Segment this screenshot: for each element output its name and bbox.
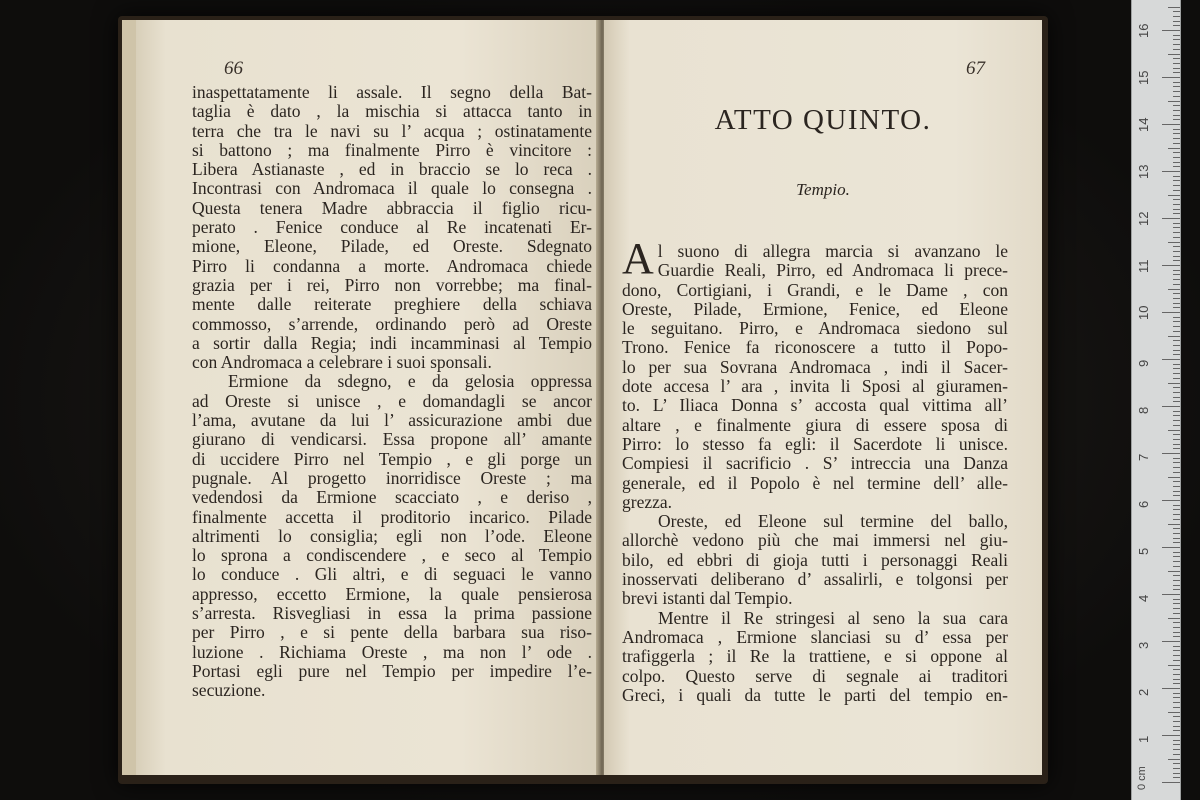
ruler-tick bbox=[1173, 744, 1180, 745]
ruler-tick bbox=[1173, 397, 1180, 398]
text-line: giurano di vendicarsi. Essa propone all’ amante bbox=[192, 429, 592, 450]
ruler-number: 14 bbox=[1136, 117, 1151, 132]
ruler-tick bbox=[1173, 679, 1180, 680]
ruler-tick bbox=[1173, 608, 1180, 609]
ruler-tick bbox=[1173, 392, 1180, 393]
ruler-tick bbox=[1173, 326, 1180, 327]
ruler-tick bbox=[1173, 284, 1180, 285]
text-line: perato . Fenice conduce al Re incatenati Er- bbox=[192, 217, 592, 238]
ruler-tick bbox=[1173, 63, 1180, 64]
ruler-tick bbox=[1168, 665, 1180, 666]
ruler-tick bbox=[1173, 749, 1180, 750]
ruler-tick bbox=[1173, 96, 1180, 97]
ruler-tick bbox=[1173, 82, 1180, 83]
ruler-tick bbox=[1173, 425, 1180, 426]
ruler-tick bbox=[1173, 387, 1180, 388]
ruler-tick bbox=[1162, 406, 1180, 407]
scene-label: Tempio. bbox=[796, 180, 850, 199]
ruler-tick bbox=[1173, 232, 1180, 233]
ruler-tick bbox=[1162, 359, 1180, 360]
text-line: Pirro: lo stesso fa egli: il Sacerdote li unisce. bbox=[622, 433, 1008, 454]
text-line: dono, Cortigiani, i Grandi, e le Dame , con bbox=[622, 279, 1008, 300]
ruler-tick bbox=[1173, 331, 1180, 332]
text-line: grezza. bbox=[622, 491, 673, 512]
text-line: mente dalle reiterate preghiere della schiava bbox=[192, 294, 592, 315]
text-line: di uccidere Pirro nel Tempio , e gli porge un bbox=[192, 448, 592, 469]
text-line: secuzione. bbox=[192, 680, 266, 701]
ruler-tick bbox=[1173, 650, 1180, 651]
text-line: s’arresta. Risvegliasi in essa la prima passione bbox=[192, 603, 592, 624]
ruler-tick bbox=[1162, 782, 1180, 783]
ruler-tick bbox=[1162, 453, 1180, 454]
ruler-tick bbox=[1173, 514, 1180, 515]
ruler-tick bbox=[1173, 185, 1180, 186]
text-line: l suono di allegra marcia si avanzano le bbox=[657, 241, 1008, 261]
ruler-tick bbox=[1173, 49, 1180, 50]
ruler-tick bbox=[1173, 274, 1180, 275]
text-line: a sortir dalla Regia; indi incamminasi al Tempio bbox=[192, 332, 592, 353]
ruler-tick bbox=[1173, 740, 1180, 741]
ruler-tick bbox=[1173, 777, 1180, 778]
text-line: ad Oreste si unisce , e domandagli se ancor bbox=[192, 390, 592, 411]
text-line: con Andromaca a celebrare i suoi sponsali. bbox=[192, 352, 492, 373]
ruler-tick bbox=[1173, 697, 1180, 698]
ruler-tick bbox=[1173, 561, 1180, 562]
ruler-tick bbox=[1173, 533, 1180, 534]
ruler-tick bbox=[1173, 246, 1180, 247]
text-line: bilo, ed ebbri di gioja tutti i personaggi Reali bbox=[622, 549, 1008, 570]
ruler-tick bbox=[1173, 599, 1180, 600]
text-line: vedendosi da Ermione scacciato , e deriso , bbox=[192, 487, 592, 508]
ruler-tick bbox=[1173, 420, 1180, 421]
ruler-tick bbox=[1173, 589, 1180, 590]
ruler-tick bbox=[1173, 260, 1180, 261]
ruler-tick bbox=[1173, 632, 1180, 633]
ruler-tick bbox=[1173, 627, 1180, 628]
ruler-tick bbox=[1173, 580, 1180, 581]
ruler-tick bbox=[1173, 566, 1180, 567]
ruler-tick bbox=[1173, 293, 1180, 294]
ruler-tick bbox=[1173, 467, 1180, 468]
ruler-tick bbox=[1173, 317, 1180, 318]
ruler-tick bbox=[1173, 279, 1180, 280]
ruler-tick bbox=[1173, 674, 1180, 675]
text-line: Oreste, ed Eleone sul termine del ballo, bbox=[658, 511, 1008, 532]
text-line: inaspettatamente li assale. Il segno della Bat- bbox=[192, 82, 592, 102]
ruler-tick bbox=[1168, 7, 1180, 8]
text-line: Pirro li condanna a morte. Andromaca chiede bbox=[192, 255, 592, 276]
ruler-tick bbox=[1168, 618, 1180, 619]
ruler-number: 5 bbox=[1136, 547, 1151, 555]
ruler-tick bbox=[1162, 171, 1180, 172]
ruler-tick bbox=[1173, 434, 1180, 435]
ruler-tick bbox=[1173, 190, 1180, 191]
text-line: trafiggerla ; il Re la trattiene, e si oppone al bbox=[622, 646, 1008, 667]
ruler-tick bbox=[1173, 68, 1180, 69]
ruler-tick bbox=[1168, 148, 1180, 149]
ruler-tick bbox=[1173, 143, 1180, 144]
text-line: taglia è dato , la mischia si attacca tanto in bbox=[192, 101, 592, 122]
ruler-tick bbox=[1168, 524, 1180, 525]
drop-cap: A bbox=[622, 234, 654, 283]
text-line: grazia per i rei, Pirro non vorrebbe; ma final- bbox=[192, 274, 592, 295]
right-page-text bbox=[622, 234, 1008, 705]
ruler-tick bbox=[1168, 101, 1180, 102]
ruler-tick bbox=[1173, 345, 1180, 346]
ruler-tick bbox=[1173, 180, 1180, 181]
ruler-tick bbox=[1162, 641, 1180, 642]
text-line: per Pirro , e si pente della barbara sua riso- bbox=[192, 622, 592, 643]
ruler-number: 7 bbox=[1136, 453, 1151, 461]
ruler-tick bbox=[1173, 585, 1180, 586]
ruler-number: 15 bbox=[1136, 70, 1151, 85]
ruler-tick bbox=[1173, 622, 1180, 623]
ruler-tick bbox=[1173, 693, 1180, 694]
ruler-tick bbox=[1162, 688, 1180, 689]
ruler-tick bbox=[1173, 303, 1180, 304]
ruler-tick bbox=[1173, 368, 1180, 369]
ruler-tick bbox=[1173, 133, 1180, 134]
ruler-tick bbox=[1173, 270, 1180, 271]
ruler-tick bbox=[1173, 105, 1180, 106]
ruler-tick bbox=[1173, 204, 1180, 205]
text-line: Incontrasi con Andromaca il quale lo consegna . bbox=[192, 178, 592, 199]
ruler-tick bbox=[1162, 500, 1180, 501]
left-page bbox=[122, 20, 600, 775]
ruler-tick bbox=[1173, 575, 1180, 576]
text-line: si battono ; ma finalmente Pirro è vincitore : bbox=[192, 139, 592, 160]
ruler-tick bbox=[1173, 21, 1180, 22]
ruler-tick bbox=[1173, 223, 1180, 224]
ruler-tick bbox=[1173, 39, 1180, 40]
text-line: dote accesa l’ ara , invita li Sposi al giuramen- bbox=[622, 376, 1008, 397]
ruler-tick bbox=[1173, 636, 1180, 637]
ruler-tick bbox=[1173, 411, 1180, 412]
ruler-tick bbox=[1173, 458, 1180, 459]
ruler-tick bbox=[1162, 735, 1180, 736]
text-line: generale, ed il Popolo è nel termine dell’ alle- bbox=[622, 472, 1008, 493]
page-number-right: 67 bbox=[966, 58, 985, 79]
text-line: Trono. Fenice fa riconoscere a tutto il Popo- bbox=[622, 337, 1008, 358]
ruler-tick bbox=[1173, 354, 1180, 355]
text-line: lo per sua Sovrana Andromaca , indi il Sacer- bbox=[622, 356, 1008, 377]
ruler-tick bbox=[1168, 289, 1180, 290]
ruler-tick bbox=[1168, 383, 1180, 384]
ruler-number: 8 bbox=[1136, 406, 1151, 414]
ruler-tick bbox=[1162, 124, 1180, 125]
text-line: luzione . Richiama Oreste , ma non l’ ode . bbox=[192, 641, 592, 662]
ruler-tick bbox=[1173, 91, 1180, 92]
ruler-tick bbox=[1173, 726, 1180, 727]
ruler-tick bbox=[1173, 462, 1180, 463]
text-line: Questa tenera Madre abbraccia il figlio ricu- bbox=[192, 197, 592, 218]
text-line: Libera Astianaste , ed in braccio se lo reca . bbox=[192, 159, 592, 180]
right-page bbox=[604, 20, 1042, 775]
ruler-tick bbox=[1162, 30, 1180, 31]
text-line: brevi istanti dal Tempio. bbox=[622, 588, 793, 609]
ruler-tick bbox=[1168, 712, 1180, 713]
ruler-tick bbox=[1173, 730, 1180, 731]
ruler-number: 3 bbox=[1136, 641, 1151, 649]
ruler-tick bbox=[1173, 519, 1180, 520]
ruler-tick bbox=[1173, 350, 1180, 351]
text-line: le seguitano. Pirro, e Andromaca siedono sul bbox=[622, 318, 1008, 339]
ruler-tick bbox=[1173, 660, 1180, 661]
ruler-number: 12 bbox=[1136, 211, 1151, 226]
ruler-tick bbox=[1173, 227, 1180, 228]
text-line: allorchè vedono più che mai immersi nel giu- bbox=[622, 530, 1008, 551]
ruler-tick bbox=[1173, 754, 1180, 755]
ruler-number: 11 bbox=[1136, 259, 1151, 273]
ruler-number: 4 bbox=[1136, 594, 1151, 602]
text-line: Guardie Reali, Pirro, ed Andromaca li prece- bbox=[657, 260, 1008, 281]
ruler-tick bbox=[1173, 199, 1180, 200]
ruler-tick bbox=[1173, 25, 1180, 26]
ruler-tick bbox=[1162, 218, 1180, 219]
ruler-tick bbox=[1173, 472, 1180, 473]
ruler-tick bbox=[1173, 491, 1180, 492]
ruler-tick bbox=[1162, 77, 1180, 78]
text-line: lo conduce . Gli altri, e di seguaci le vanno bbox=[192, 564, 592, 585]
ruler-tick bbox=[1173, 110, 1180, 111]
ruler-number: 10 bbox=[1136, 305, 1151, 320]
ruler-tick bbox=[1173, 119, 1180, 120]
ruler-tick bbox=[1173, 528, 1180, 529]
ruler-tick bbox=[1173, 176, 1180, 177]
text-line: terra che tra le navi su l’ acqua ; ostinatamente bbox=[192, 120, 592, 141]
ruler-tick bbox=[1173, 707, 1180, 708]
text-line: Compiesi il sacrificio . S’ intreccia una Danza bbox=[622, 453, 1008, 474]
ruler-tick bbox=[1173, 401, 1180, 402]
ruler-tick bbox=[1173, 162, 1180, 163]
ruler-tick bbox=[1173, 542, 1180, 543]
text-line: mione, Eleone, Pilade, ed Oreste. Sdegnato bbox=[192, 236, 592, 257]
ruler-unit-label: 0 cm bbox=[1136, 766, 1148, 790]
ruler-tick bbox=[1173, 251, 1180, 252]
text-line: altare , e finalmente giura di essere sposa di bbox=[622, 414, 1008, 435]
ruler-tick bbox=[1173, 481, 1180, 482]
ruler-tick bbox=[1173, 646, 1180, 647]
ruler-tick bbox=[1173, 721, 1180, 722]
text-line: to. L’ Iliaca Donna s’ accosta qual vittima all’ bbox=[622, 395, 1008, 416]
text-line: appresso, eccetto Ermione, la quale pensierosa bbox=[192, 583, 592, 604]
ruler-tick bbox=[1173, 415, 1180, 416]
text-line: Ermione da sdegno, e da gelosia oppressa bbox=[228, 371, 592, 392]
text-line: inosservati deliberano d’ assalirli, e tolgonsi per bbox=[622, 569, 1008, 590]
ruler-tick bbox=[1173, 307, 1180, 308]
ruler-tick bbox=[1173, 655, 1180, 656]
ruler-tick bbox=[1173, 613, 1180, 614]
ruler-tick bbox=[1173, 58, 1180, 59]
text-line: colpo. Questo serve di segnale ai traditori bbox=[622, 665, 1008, 686]
ruler-tick bbox=[1173, 486, 1180, 487]
text-line: Mentre il Re stringesi al seno la sua cara bbox=[658, 607, 1008, 628]
ruler-tick bbox=[1173, 129, 1180, 130]
ruler-number: 1 bbox=[1136, 735, 1151, 743]
ruler-tick bbox=[1173, 11, 1180, 12]
ruler-tick bbox=[1162, 594, 1180, 595]
ruler-tick bbox=[1173, 115, 1180, 116]
ruler-tick bbox=[1162, 547, 1180, 548]
ruler-tick bbox=[1173, 321, 1180, 322]
left-page-text bbox=[192, 83, 592, 701]
ruler-tick bbox=[1173, 702, 1180, 703]
ruler-tick bbox=[1173, 448, 1180, 449]
text-line: l’ama, avutane da lui l’ assicurazione ambi due bbox=[192, 410, 592, 431]
ruler-tick bbox=[1173, 538, 1180, 539]
ruler-tick bbox=[1173, 152, 1180, 153]
ruler-tick bbox=[1173, 256, 1180, 257]
act-title: ATTO QUINTO. bbox=[714, 104, 932, 136]
text-line: altrimenti lo consiglia; egli non l’ode. Eleone bbox=[192, 525, 592, 546]
ruler-tick bbox=[1173, 556, 1180, 557]
ruler-tick bbox=[1173, 209, 1180, 210]
ruler-tick bbox=[1173, 35, 1180, 36]
ruler-tick bbox=[1168, 195, 1180, 196]
ruler-number: 16 bbox=[1136, 23, 1151, 38]
ruler-tick bbox=[1173, 364, 1180, 365]
ruler-tick bbox=[1173, 669, 1180, 670]
ruler-tick bbox=[1173, 444, 1180, 445]
ruler-tick bbox=[1173, 237, 1180, 238]
ruler-tick bbox=[1173, 768, 1180, 769]
ruler-tick bbox=[1173, 495, 1180, 496]
ruler-tick bbox=[1173, 340, 1180, 341]
text-line: Portasi egli pure nel Tempio per impedire l’e- bbox=[192, 660, 592, 681]
text-line: lo sprona a condiscendere , e seco al Tempio bbox=[192, 545, 592, 566]
text-line: Andromaca , Ermione slanciasi su d’ essa per bbox=[622, 626, 1008, 647]
ruler-tick bbox=[1162, 265, 1180, 266]
ruler-tick bbox=[1168, 430, 1180, 431]
ruler-tick bbox=[1173, 439, 1180, 440]
ruler-number: 13 bbox=[1136, 164, 1151, 179]
ruler-tick bbox=[1173, 763, 1180, 764]
ruler-tick bbox=[1173, 552, 1180, 553]
text-line: Oreste, Pilade, Ermione, Fenice, ed Eleone bbox=[622, 298, 1008, 319]
ruler-tick bbox=[1173, 138, 1180, 139]
ruler-tick bbox=[1173, 505, 1180, 506]
ruler-tick bbox=[1168, 336, 1180, 337]
ruler-tick bbox=[1168, 242, 1180, 243]
ruler-tick bbox=[1173, 157, 1180, 158]
text-line: finalmente accetta il proditorio incarico. Pilade bbox=[192, 506, 592, 527]
ruler-tick bbox=[1173, 683, 1180, 684]
ruler-tick bbox=[1173, 378, 1180, 379]
ruler-tick bbox=[1173, 213, 1180, 214]
ruler-tick bbox=[1173, 373, 1180, 374]
ruler-tick bbox=[1173, 716, 1180, 717]
ruler-tick bbox=[1173, 603, 1180, 604]
ruler-tick bbox=[1173, 44, 1180, 45]
ruler-tick bbox=[1173, 509, 1180, 510]
measurement-ruler bbox=[1131, 0, 1181, 800]
ruler-tick bbox=[1173, 773, 1180, 774]
text-line: commosso, s’arrende, ordinando però ad Oreste bbox=[192, 313, 592, 334]
ruler-tick bbox=[1168, 759, 1180, 760]
ruler-tick bbox=[1168, 477, 1180, 478]
ruler-tick bbox=[1168, 571, 1180, 572]
ruler-number: 2 bbox=[1136, 688, 1151, 696]
ruler-tick bbox=[1168, 54, 1180, 55]
ruler-number: 6 bbox=[1136, 500, 1151, 508]
ruler-tick bbox=[1173, 86, 1180, 87]
ruler-number: 9 bbox=[1136, 359, 1151, 367]
ruler-tick bbox=[1173, 16, 1180, 17]
ruler-tick bbox=[1173, 166, 1180, 167]
text-line: Greci, i quali da tutte le parti del tempio en- bbox=[622, 684, 1008, 705]
ruler-tick bbox=[1173, 298, 1180, 299]
ruler-tick bbox=[1173, 72, 1180, 73]
page-number-left: 66 bbox=[224, 58, 243, 79]
ruler-tick bbox=[1162, 312, 1180, 313]
text-line: pugnale. Al progetto inorridisce Oreste ; ma bbox=[192, 467, 592, 488]
